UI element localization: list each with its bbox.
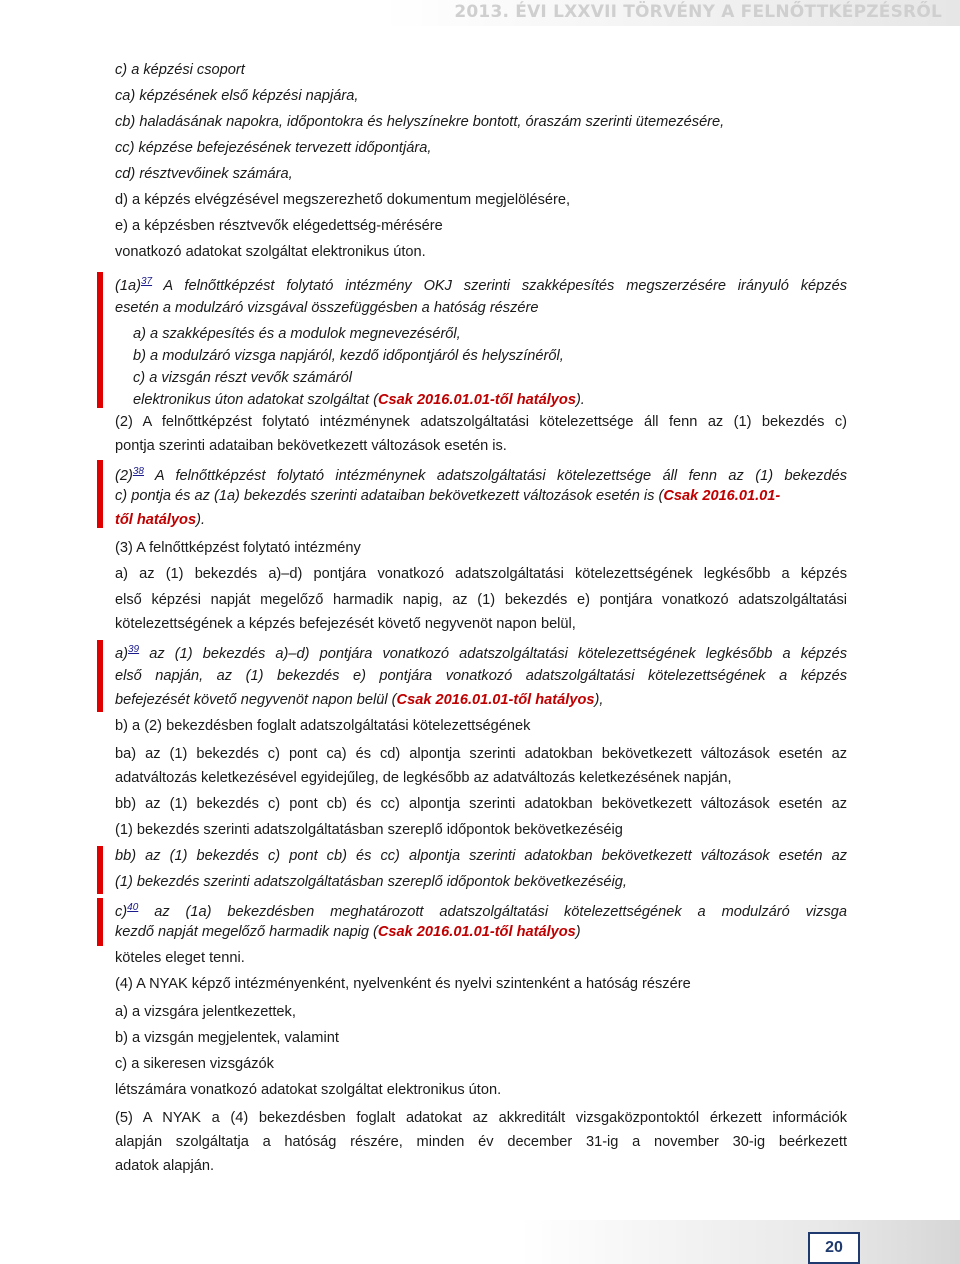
text-line: (1) bekezdés szerinti adatszolgáltatásban szereplő időpontok bekövetkezéséig bbox=[115, 822, 623, 838]
text-line: létszámára vonatkozó adatokat szolgáltat elektronikus úton. bbox=[115, 1082, 502, 1098]
text-line bbox=[115, 640, 847, 664]
change-bar bbox=[97, 640, 103, 712]
text-line: első napján, az (1) bekezdés e) pontjára vonatkozó adatszolgáltatási kötelezettségének a képzés bbox=[115, 668, 847, 684]
page-number: 20 bbox=[808, 1232, 860, 1264]
text-line: c) a vizsgán részt vevők számáról bbox=[133, 370, 352, 386]
change-bar bbox=[97, 272, 103, 408]
effective-date-note: Csak 2016.01.01-től hatályos bbox=[396, 692, 595, 708]
text-line: adatváltozás keletkezésével egyidejűleg, de legkésőbb az adatváltozás keletkezésének napján, bbox=[115, 770, 732, 786]
text-line: cc) képzése befejezésének tervezett időpontjára, bbox=[115, 140, 432, 156]
text-span: kezdő napját megelőző harmadik napig ( bbox=[115, 924, 378, 940]
paragraph-number: (1a) bbox=[115, 278, 141, 294]
footnote-ref-link[interactable]: 37 bbox=[140, 276, 153, 287]
text-line bbox=[115, 462, 847, 486]
text-line: adatok alapján. bbox=[115, 1158, 214, 1174]
text-line bbox=[115, 510, 847, 530]
text-span: befejezését követő negyvenöt napon belül ( bbox=[115, 692, 397, 708]
text-line bbox=[115, 272, 847, 296]
paragraph-number: (2) bbox=[115, 468, 133, 484]
footnote-ref-link[interactable]: 38 bbox=[132, 466, 144, 477]
text-line bbox=[115, 922, 847, 942]
text-line: d) a képzés elvégzésével megszerezhető dokumentum megjelölésére, bbox=[115, 192, 571, 208]
text-line: b) a (2) bekezdésben foglalt adatszolgáltatási kötelezettségének bbox=[115, 718, 531, 734]
change-bar bbox=[97, 898, 103, 946]
text-line: cd) résztvevőinek számára, bbox=[115, 166, 293, 182]
paragraph-number: a) bbox=[115, 646, 128, 662]
text-line: pontja szerinti adataiban bekövetkezett változások esetén is. bbox=[115, 438, 507, 454]
text-line: (3) A felnőttképzést folytató intézmény bbox=[115, 540, 361, 556]
running-header-title: 2013. ÉVI LXXVII TÖRVÉNY A FELNŐTTKÉPZÉSRŐL bbox=[454, 2, 942, 22]
text-span: elektronikus úton adatokat szolgáltat ( bbox=[133, 392, 378, 408]
effective-date-note: Csak 2016.01.01- bbox=[663, 488, 781, 504]
text-line: (5) A NYAK a (4) bekezdésben foglalt adatokat az akkreditált vizsgaközpontoktól érkezett információk bbox=[115, 1110, 847, 1126]
text-span: A felnőttképzést folytató intézmény OKJ szerinti szakképesítés megszerzésére irányuló képzés bbox=[152, 278, 847, 294]
text-line: a) az (1) bekezdés a)–d) pontjára vonatkozó adatszolgáltatási kötelezettségének legkésőbb a képzés bbox=[115, 566, 847, 582]
text-line: cb) haladásának napokra, időpontokra és helyszínekre bontott, óraszám szerinti ütemezésére, bbox=[115, 114, 725, 130]
change-bar bbox=[97, 460, 103, 528]
text-line: a) a vizsgára jelentkezettek, bbox=[115, 1004, 296, 1020]
footer-band bbox=[520, 1220, 960, 1264]
text-line: (1) bekezdés szerinti adatszolgáltatásban szereplő időpontok bekövetkezéséig, bbox=[115, 874, 627, 890]
text-line: (2) A felnőttképzést folytató intézménynek adatszolgáltatási kötelezettsége áll fenn az (1) bekezdés c) bbox=[115, 414, 847, 430]
text-line bbox=[133, 390, 847, 410]
text-span: ), bbox=[594, 692, 604, 708]
text-line: ca) képzésének első képzési napjára, bbox=[115, 88, 359, 104]
text-span: ) bbox=[575, 924, 581, 940]
text-line: bb) az (1) bekezdés c) pont cb) és cc) alpontja szerinti adatokban bekövetkezett változások esetén az bbox=[115, 848, 847, 864]
text-line: esetén a modulzáró vizsgával összefüggésben a hatóság részére bbox=[115, 300, 539, 316]
text-span: az (1a) bekezdésben meghatározott adatszolgáltatási kötelezettségének a modulzáró vizsga bbox=[138, 904, 847, 920]
footnote-ref-link[interactable]: 39 bbox=[127, 644, 140, 655]
text-line: első képzési napját megelőző harmadik napig, az (1) bekezdés e) pontjára vonatkozó adatszolgáltatási bbox=[115, 592, 847, 608]
text-line: c) a sikeresen vizsgázók bbox=[115, 1056, 274, 1072]
effective-date-note: Csak 2016.01.01-től hatályos bbox=[377, 924, 576, 940]
text-line: b) a vizsgán megjelentek, valamint bbox=[115, 1030, 339, 1046]
text-line: bb) az (1) bekezdés c) pont cb) és cc) alpontja szerinti adatokban bekövetkezett változások esetén az bbox=[115, 796, 847, 812]
text-span: ). bbox=[575, 392, 585, 408]
effective-date-note: Csak 2016.01.01-től hatályos bbox=[378, 392, 576, 408]
footnote-ref-link[interactable]: 40 bbox=[127, 902, 139, 913]
text-line: alapján szolgáltatja a hatóság részére, minden év december 31-ig a november 30-ig beérkezett bbox=[115, 1134, 847, 1150]
change-bar bbox=[97, 846, 103, 894]
text-line: b) a modulzáró vizsga napjáról, kezdő időpontjáról és helyszínéről, bbox=[133, 348, 564, 364]
text-line bbox=[115, 898, 847, 922]
text-line: e) a képzésben résztvevők elégedettség-mérésére bbox=[115, 218, 443, 234]
text-span: A felnőttképzést folytató intézménynek adatszolgáltatási kötelezettsége áll fenn az (1) bekezdés bbox=[143, 468, 847, 484]
text-line: köteles eleget tenni. bbox=[115, 950, 245, 966]
effective-date-note: től hatályos bbox=[115, 512, 197, 528]
text-line bbox=[115, 690, 847, 710]
text-line: vonatkozó adatokat szolgáltat elektronikus úton. bbox=[115, 244, 426, 260]
text-line: (4) A NYAK képző intézményenként, nyelvenként és nyelvi szintenként a hatóság részére bbox=[115, 976, 691, 992]
text-line: a) a szakképesítés és a modulok megnevezéséről, bbox=[133, 326, 461, 342]
text-line bbox=[115, 486, 847, 506]
text-span: ). bbox=[196, 512, 206, 528]
text-line: c) a képzési csoport bbox=[115, 62, 245, 78]
paragraph-number: c) bbox=[115, 904, 128, 920]
text-span: c) pontja és az (1a) bekezdés szerinti adataiban bekövetkezett változások esetén is ( bbox=[115, 488, 664, 504]
text-line: ba) az (1) bekezdés c) pont ca) és cd) alpontja szerinti adatokban bekövetkezett változások esetén az bbox=[115, 746, 847, 762]
text-span: az (1) bekezdés a)–d) pontjára vonatkozó adatszolgáltatási kötelezettségének legkésőbb a képzés bbox=[139, 646, 847, 662]
text-line: kötelezettségének a képzés befejezését követő negyvenöt napon belül, bbox=[115, 616, 576, 632]
